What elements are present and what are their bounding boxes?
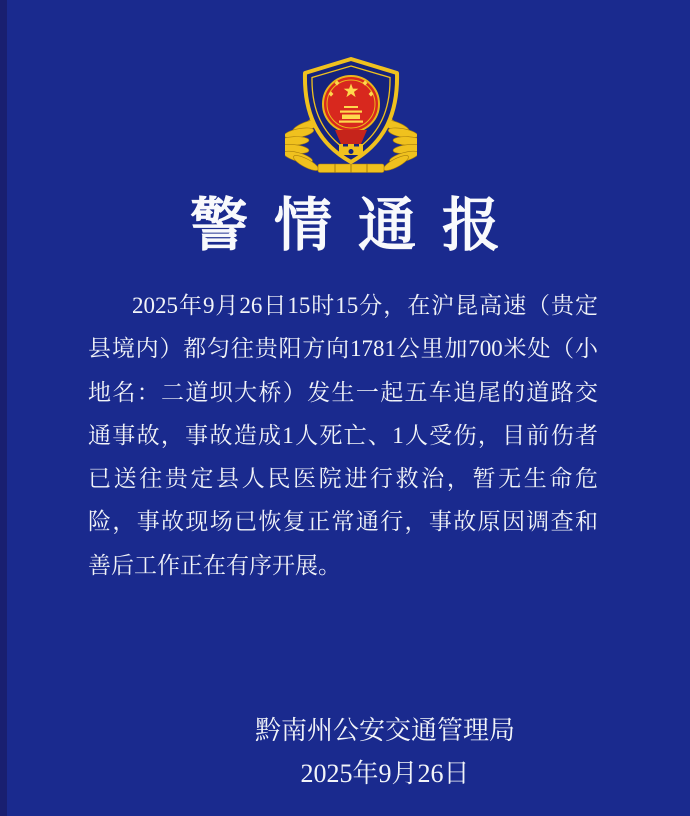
notice-title: 警情通报 bbox=[189, 193, 526, 258]
signature-block bbox=[40, 716, 690, 789]
body-line: 险，事故现场已恢复正常通行，事故原因调查和 bbox=[88, 509, 598, 535]
police-badge-icon bbox=[285, 56, 417, 175]
body-line: 善后工作正在有序开展。 bbox=[88, 552, 341, 578]
issuing-authority: 黔南州公安交通管理局 bbox=[254, 716, 515, 745]
body-line: 已送往贵定县人民医院进行救治，暂无生命危 bbox=[88, 466, 598, 492]
body-line: 2025年9月26日15时15分，在沪昆高速（贵定 bbox=[132, 293, 598, 318]
notice-body bbox=[88, 284, 598, 587]
body-line: 地名：二道坝大桥）发生一起五车追尾的道路交 bbox=[88, 379, 598, 405]
body-line: 通事故，事故造成1人死亡、1人受伤，目前伤者 bbox=[88, 422, 598, 448]
left-edge-shade bbox=[0, 0, 7, 816]
body-line: 县境内）都匀往贵阳方向1781公里加700米处（小 bbox=[88, 336, 598, 362]
issue-date: 2025年9月26日 bbox=[300, 759, 470, 788]
